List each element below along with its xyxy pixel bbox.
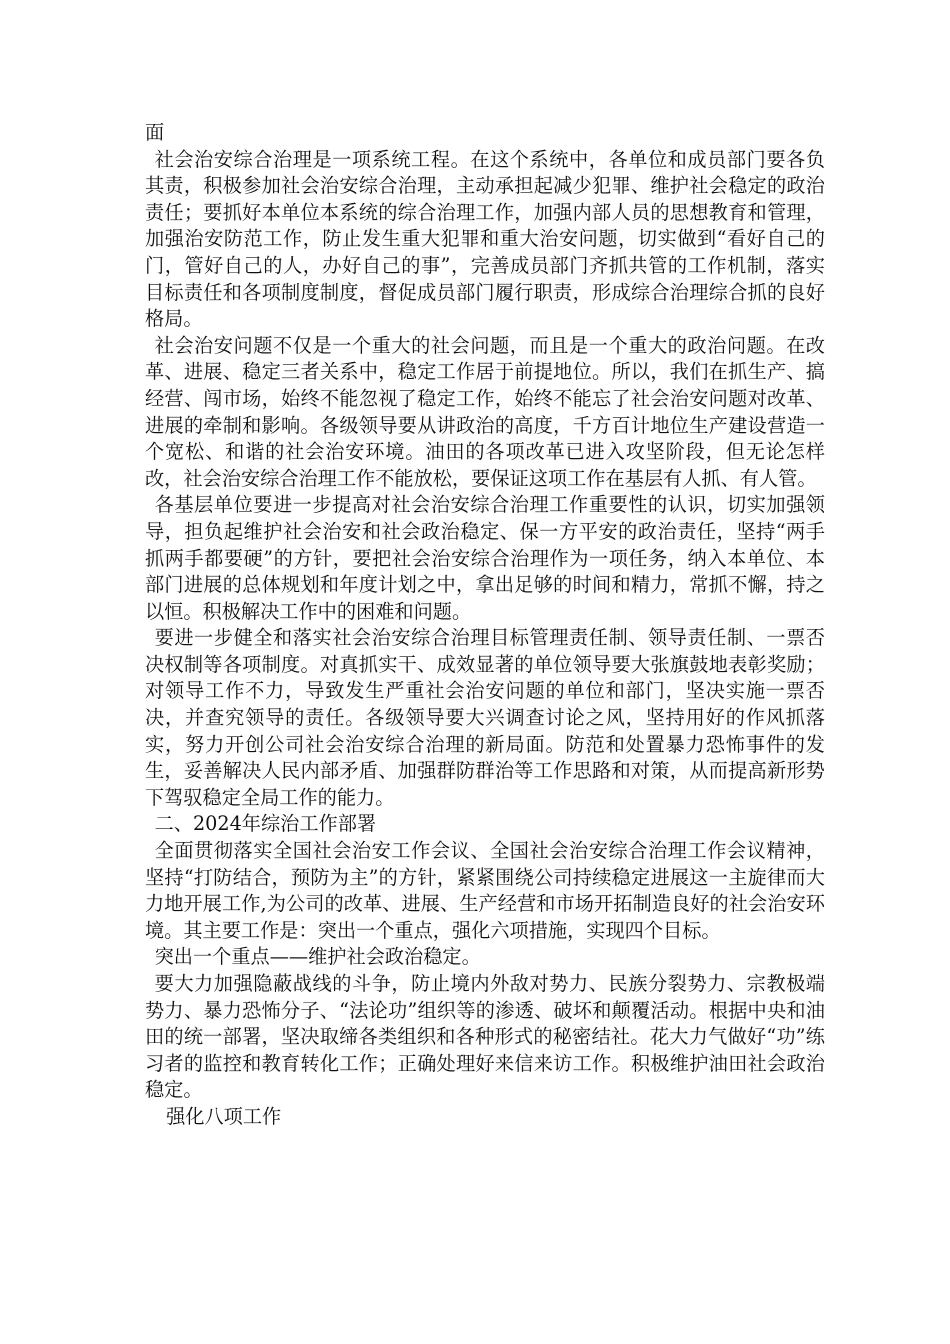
paragraph-grassroots-units: 各基层单位要进一步提高对社会治安综合治理工作重要性的认识，切实加强领导，担负起维护社会治安和社会政治稳定、保一方平安的政治责任，坚持“两手抓两手都要硬”的方针，要把社会治安综合治理作为一项任务，纳入本单位、本部门进展的总体规划和年度计划之中，拿出足够的时间和精力，常抓不懈，持之以恒。积极解决工作中的困难和问题。 <box>145 493 825 623</box>
paragraph-continuation: 面 <box>145 121 165 144</box>
subheading-one-focus: 突出一个重点——维护社会政治稳定。 <box>154 945 481 969</box>
paragraph-full-implementation: 全面贯彻落实全国社会治安工作会议、全国社会治安综合治理工作会议精神，坚持“打防结合，预防为主”的方针，紧紧围绕公司持续稳定进展这一主旋律而大力地开展工作,为公司的改革、进展、生产经营和市场开拓制造良好的社会治安环境。其主要工作是：突出一个重点，强化六项措施，实现四个目标。 <box>145 839 825 942</box>
subheading-eight-tasks: 强化八项工作 <box>166 1104 282 1128</box>
section-heading-2024-deployment: 二、2024年综治工作部署 <box>154 812 377 836</box>
paragraph-covert-struggle: 要大力加强隐蔽战线的斗争，防止境内外敌对势力、民族分裂势力、宗教极端势力、暴力恐怖分子、“法论功”组织等的渗透、破坏和颠覆活动。根据中央和油田的统一部署，坚决取缔各类组织和各种形式的秘密结社。花大力气做好“功”练习者的监控和教育转化工作；正确处理好来信来访工作。积极维护油田社会政治稳定。 <box>145 972 825 1102</box>
paragraph-political-issue: 社会治安问题不仅是一个重大的社会问题，而且是一个重大的政治问题。在改革、进展、稳定三者关系中，稳定工作居于前提地位。所以，我们在抓生产、搞经营、闯市场，始终不能忽视了稳定工作，始终不能忘了社会治安问题对改革、进展的牵制和影响。各级领导要从讲政治的高度，千方百计地位生产建设营造一个宽松、和谐的社会治安环境。油田的各项改革已进入攻坚阶段，但无论怎样改，社会治安综合治理工作不能放松，要保证这项工作在基层有人抓、有人管。 <box>145 333 825 490</box>
document-page <box>145 120 825 1131</box>
paragraph-responsibility-system: 要进一步健全和落实社会治安综合治理目标管理责任制、领导责任制、一票否决权制等各项制度。对真抓实干、成效显著的单位领导要大张旗鼓地表彰奖励；对领导工作不力，导致发生严重社会治安问题的单位和部门，坚决实施一票否决，并查究领导的责任。各级领导要大兴调查讨论之风，坚持用好的作风抓落实，努力开创公司社会治安综合治理的新局面。防范和处置暴力恐怖事件的发生，妥善解决人民内部矛盾、加强群防群治等工作思路和对策，从而提高新形势下驾驭稳定全局工作的能力。 <box>145 626 825 809</box>
paragraph-system-engineering: 社会治安综合治理是一项系统工程。在这个系统中，各单位和成员部门要各负其责，积极参加社会治安综合治理，主动承担起减少犯罪、维护社会稳定的政治责任；要抓好本单位本系统的综合治理工作，加强内部人员的思想教育和管理，加强治安防范工作，防止发生重大犯罪和重大治安问题，切实做到“看好自己的门，管好自己的人，办好自己的事”，完善成员部门齐抓共管的工作机制，落实目标责任和各项制度制度，督促成员部门履行职责，形成综合治理综合抓的良好格局。 <box>145 147 825 331</box>
